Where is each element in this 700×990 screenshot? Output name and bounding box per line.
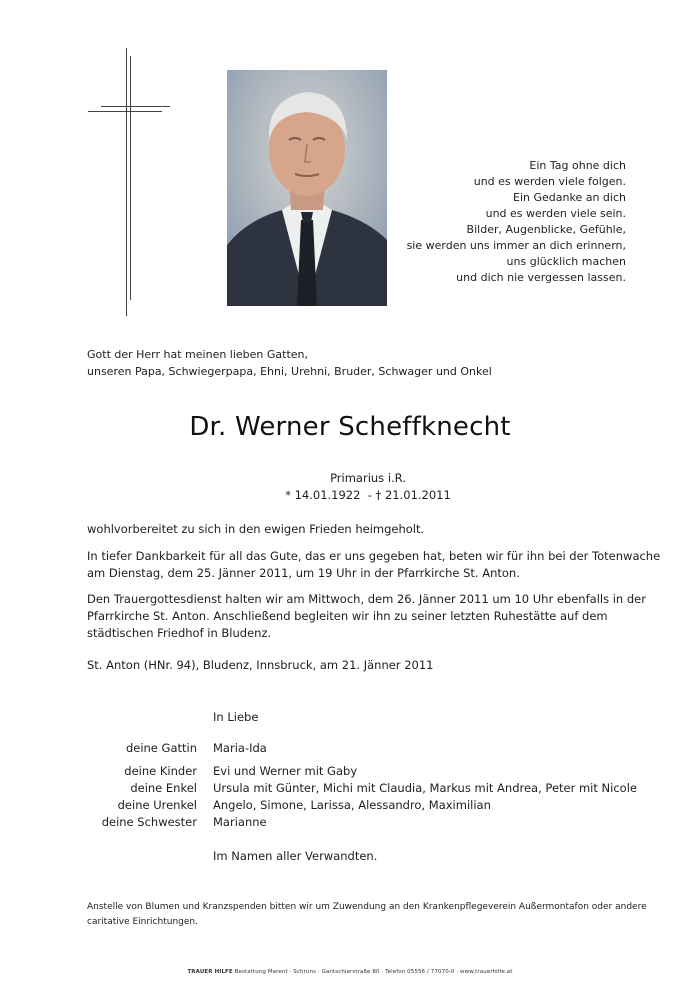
closing-line: Im Namen aller Verwandten. bbox=[213, 849, 378, 863]
family-row-schwester bbox=[0, 814, 700, 831]
family-names: Maria-Ida bbox=[213, 741, 267, 755]
professional-title: Primarius i.R. bbox=[330, 471, 406, 485]
paragraph-heimgeholt: wohlvorbereitet zu sich in den ewigen Frieden heimgeholt. bbox=[87, 522, 425, 536]
family-row-enkel bbox=[0, 780, 700, 797]
family-role: deine Schwester bbox=[101, 815, 197, 829]
family-names: Angelo, Simone, Larissa, Alessandro, Maximilian bbox=[213, 798, 491, 812]
family-row-kinder bbox=[0, 763, 700, 780]
intro-text bbox=[87, 346, 492, 380]
footer-text: Bestattung Marent · Schruns · Gantschierstraße 80 · Telefon 05556 / 77070-0 · www.trauerhilfe.at bbox=[234, 969, 513, 975]
paragraph-trauergottesdienst: Den Trauergottesdienst halten wir am Mittwoch, dem 26. Jänner 2011 um 10 Uhr ebenfalls in der Pfarrkirche St. Anton. Anschließend begleiten wir ihn zu seiner letzten Ruhestätte auf dem städtischen Friedhof in Bludenz. bbox=[87, 592, 646, 640]
family-names: Evi und Werner mit Gaby bbox=[213, 764, 358, 778]
family-role: deine Gattin bbox=[125, 741, 197, 755]
poem-line: Ein Gedanke an dich bbox=[513, 191, 626, 204]
deceased-name: Dr. Werner Scheffknecht bbox=[189, 412, 511, 442]
poem-line: Ein Tag ohne dich bbox=[529, 159, 626, 172]
intro-line: Gott der Herr hat meinen lieben Gatten, bbox=[87, 348, 309, 361]
family-row-urenkel bbox=[0, 797, 700, 814]
intro-line: unseren Papa, Schwiegerpapa, Ehni, Urehni, Bruder, Schwager und Onkel bbox=[87, 365, 492, 378]
family-role: deine Urenkel bbox=[117, 798, 197, 812]
footer bbox=[0, 969, 700, 975]
cross-horizontal-line bbox=[101, 106, 170, 107]
poem-line: und dich nie vergessen lassen. bbox=[456, 271, 626, 284]
poem-line: uns glücklich machen bbox=[506, 255, 626, 268]
poem-line: und es werden viele sein. bbox=[485, 207, 626, 220]
family-row-gattin bbox=[0, 740, 700, 757]
paragraph-place-date: St. Anton (HNr. 94), Bludenz, Innsbruck, am 21. Jänner 2011 bbox=[87, 658, 434, 672]
poem bbox=[407, 158, 626, 286]
family-role: deine Kinder bbox=[124, 764, 197, 778]
cross-vertical-line bbox=[126, 48, 127, 316]
life-dates: * 14.01.1922 - † 21.01.2011 bbox=[285, 488, 451, 502]
title-and-dates bbox=[0, 470, 700, 504]
cross-vertical-line-inner bbox=[130, 56, 131, 300]
family-names: Ursula mit Günter, Michi mit Claudia, Markus mit Andrea, Peter mit Nicole bbox=[213, 781, 637, 795]
donation-note: Anstelle von Blumen und Kranzspenden bitten wir um Zuwendung an den Krankenpflegeverein Außermontafon oder andere caritative Einrichtungen. bbox=[87, 902, 647, 927]
family-role: deine Enkel bbox=[130, 781, 197, 795]
in-love-label: In Liebe bbox=[213, 710, 259, 724]
cross-horizontal-line-lower bbox=[88, 111, 162, 112]
poem-line: Bilder, Augenblicke, Gefühle, bbox=[466, 223, 626, 236]
footer-brand: TRAUER HILFE bbox=[187, 969, 233, 975]
family-names: Marianne bbox=[213, 815, 267, 829]
paragraph-totenwache: In tiefer Dankbarkeit für all das Gute, das er uns gegeben hat, beten wir für ihn bei der Totenwache am Dienstag, dem 25. Jänner 2011, um 19 Uhr in der Pfarrkirche St. Anton. bbox=[87, 549, 661, 580]
poem-line: sie werden uns immer an dich erinnern, bbox=[406, 239, 626, 252]
portrait-photo bbox=[227, 70, 387, 306]
poem-line: und es werden viele folgen. bbox=[473, 175, 626, 188]
